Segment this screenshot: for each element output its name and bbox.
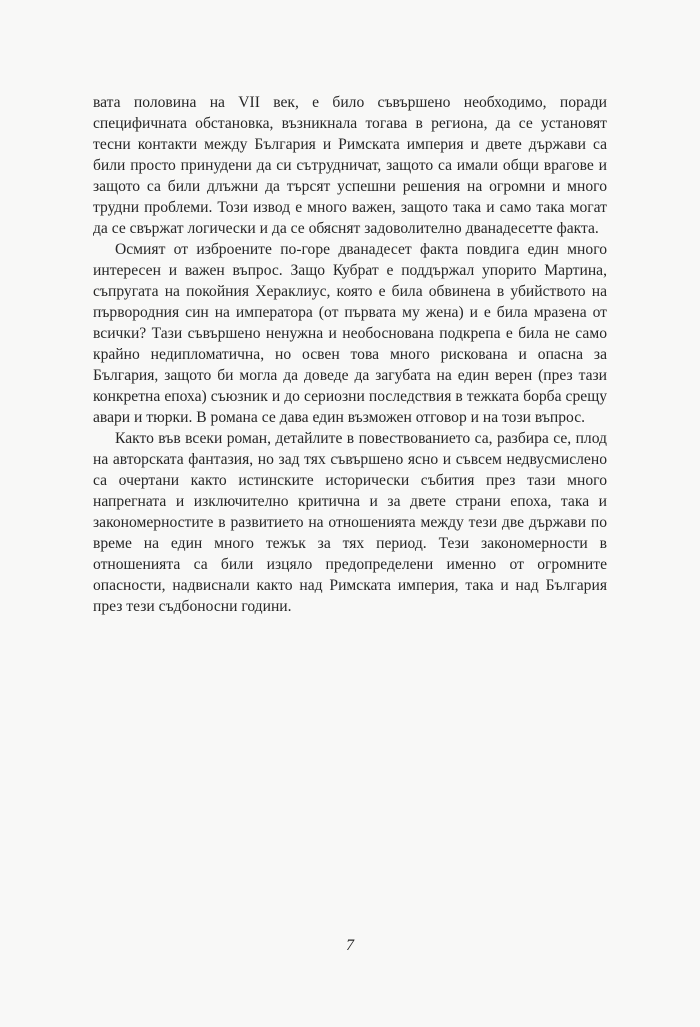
paragraph-3: Както във всеки роман, детайлите в повествованието са, разбира се, плод на авторската фантазия, но зад тях съвършено ясно и съвсем недвусмислено са очертани както истинските исторически събития през тази много напрегната и изключително критична и за двете страни епоха, така и закономерностите в развитието на отношенията между тези две държави по време на един много тежък за тях период. Тези закономерности в отношенията са били изцяло предопределени именно от огромните опасности, надвиснали както над Римската империя, така и над България през тези съдбоносни години. (93, 430, 607, 615)
page-number: 7 (346, 937, 354, 954)
paragraph-1: вата половина на VII век, е било съвършено необходимо, поради специфичната обстановка, възникнала тогава в региона, да се установят тесни контакти между България и Римската империя и двете държави са били просто принудени да си сътрудничат, защото са имали общи врагове и защото са били длъжни да търсят успешни решения на огромни и много трудни проблеми. Този извод е много важен, защото така и само така могат да се свържат логически и да се обяснят задоволително дванадесетте факта. (93, 94, 607, 237)
paragraph-2: Осмият от изброените по-горе дванадесет факта повдига един много интересен и важен въпрос. Защо Кубрат е поддържал упорито Мартина, съпругата на покойния Хераклиус, която е била обвинена в убийството на първородния син на императора (от първата му жена) и е била мразена от всички? Тази съвършено ненужна и необоснована подкрепа е била не само крайно недипломатична, но освен това много рискована и опасна за България, защото би могла да доведе да загубата на един верен (през тази конкретна епоха) съюзник и до сериозни последствия в тежката борба срещу авари и тюрки. В романа се дава един възможен отговор и на този въпрос. (93, 241, 607, 426)
body-text (93, 92, 607, 617)
